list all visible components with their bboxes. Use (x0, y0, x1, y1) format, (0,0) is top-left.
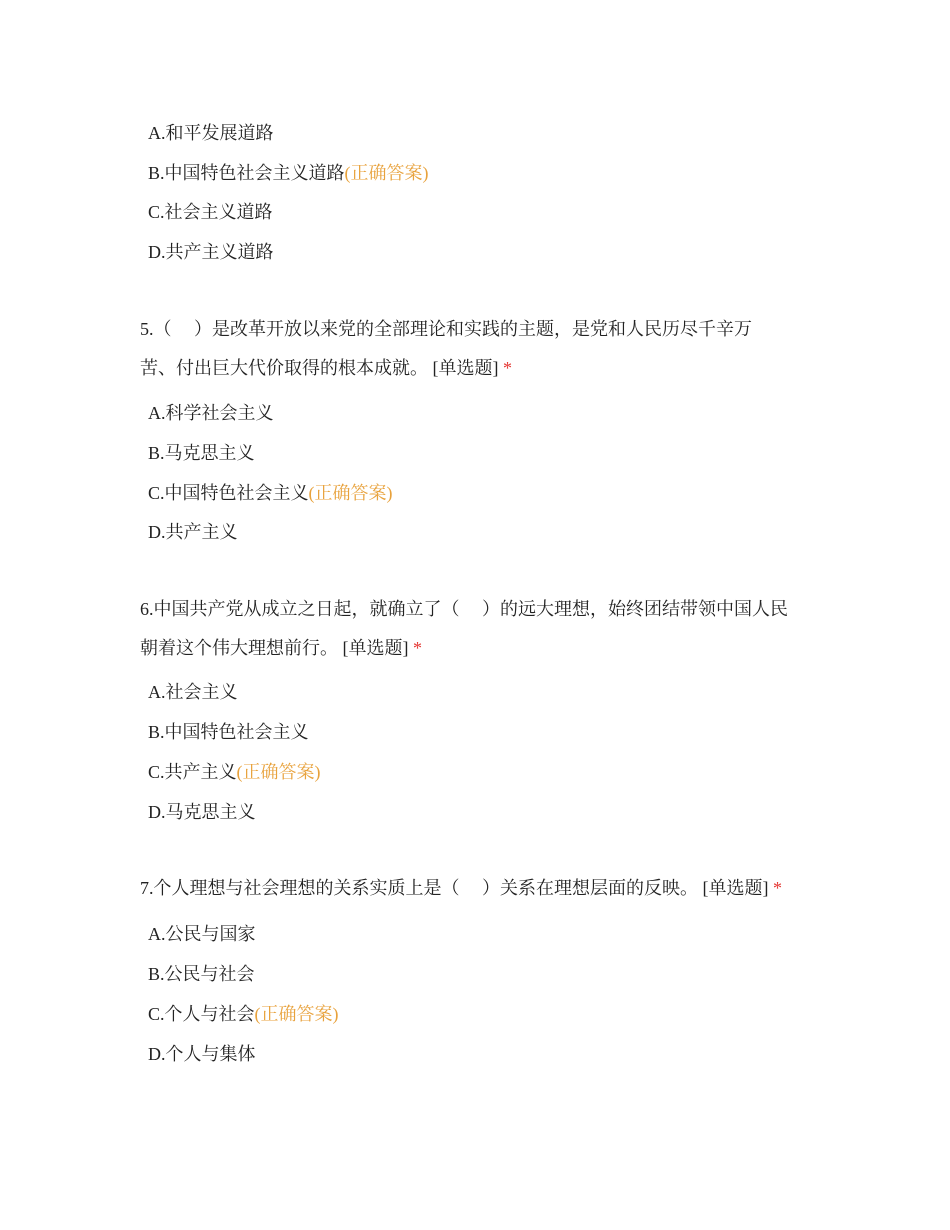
option-text: 个人与社会 (164, 1004, 255, 1024)
option-d (148, 520, 238, 544)
option-text: 马克思主义 (164, 443, 255, 463)
option-letter: C. (148, 762, 165, 782)
option-b (148, 161, 429, 185)
option-a (148, 121, 274, 145)
option-letter: C. (148, 1004, 165, 1024)
question-line-text: 苦、付出巨大代价取得的根本成就。 (140, 358, 428, 378)
question-line (140, 629, 820, 668)
correct-answer-mark: (正确答案) (254, 1004, 339, 1024)
option-text: 中国特色社会主义 (164, 483, 309, 503)
question-type-tag: [单选题] (702, 878, 769, 898)
option-a (148, 922, 256, 946)
option-text: 社会主义 (165, 682, 238, 702)
option-text: 社会主义道路 (164, 202, 273, 222)
option-b (148, 962, 255, 986)
required-mark: * (773, 878, 782, 898)
option-text: 个人与集体 (165, 1044, 256, 1064)
option-letter: C. (148, 202, 165, 222)
correct-answer-mark: (正确答案) (236, 762, 321, 782)
option-text: 中国特色社会主义 (164, 722, 309, 742)
question-6-text (140, 590, 820, 668)
question-line-text: 7.个人理想与社会理想的关系实质上是（ ）关系在理想层面的反映。 (140, 878, 698, 898)
option-a (148, 680, 238, 704)
option-letter: C. (148, 483, 165, 503)
option-letter: D. (148, 242, 166, 262)
option-text: 共产主义道路 (165, 242, 274, 262)
question-7-text (140, 869, 840, 908)
option-d (148, 1042, 256, 1066)
correct-answer-mark: (正确答案) (308, 483, 393, 503)
question-line-text: 朝着这个伟大理想前行。 (140, 638, 338, 658)
correct-answer-mark: (正确答案) (344, 163, 429, 183)
required-mark: * (503, 358, 512, 378)
option-c (148, 481, 393, 505)
option-text: 和平发展道路 (165, 123, 274, 143)
option-text: 科学社会主义 (165, 403, 274, 423)
option-letter: A. (148, 403, 166, 423)
option-letter: D. (148, 522, 166, 542)
question-type-tag: [单选题] (342, 638, 409, 658)
option-text: 公民与社会 (164, 964, 255, 984)
option-b (148, 720, 309, 744)
question-line (140, 349, 820, 388)
required-mark: * (413, 638, 422, 658)
option-c (148, 1002, 339, 1026)
option-text: 马克思主义 (165, 802, 256, 822)
option-text: 共产主义 (164, 762, 237, 782)
option-text: 公民与国家 (165, 924, 256, 944)
option-letter: B. (148, 964, 165, 984)
option-letter: D. (148, 802, 166, 822)
option-text: 共产主义 (165, 522, 238, 542)
option-letter: B. (148, 443, 165, 463)
option-letter: A. (148, 682, 166, 702)
option-letter: B. (148, 163, 165, 183)
option-d (148, 240, 274, 264)
question-line: 6.中国共产党从成立之日起，就确立了（ ）的远大理想，始终团结带领中国人民 (140, 599, 788, 619)
option-letter: D. (148, 1044, 166, 1064)
question-line (140, 869, 840, 908)
option-a (148, 401, 274, 425)
option-text: 中国特色社会主义道路 (164, 163, 345, 183)
option-d (148, 800, 256, 824)
option-letter: B. (148, 722, 165, 742)
question-line: 5.（ ）是改革开放以来党的全部理论和实践的主题，是党和人民历尽千辛万 (140, 319, 752, 339)
question-type-tag: [单选题] (432, 358, 499, 378)
question-5-text (140, 310, 820, 388)
option-c (148, 200, 273, 224)
option-b (148, 441, 255, 465)
option-c (148, 760, 321, 784)
option-letter: A. (148, 924, 166, 944)
option-letter: A. (148, 123, 166, 143)
